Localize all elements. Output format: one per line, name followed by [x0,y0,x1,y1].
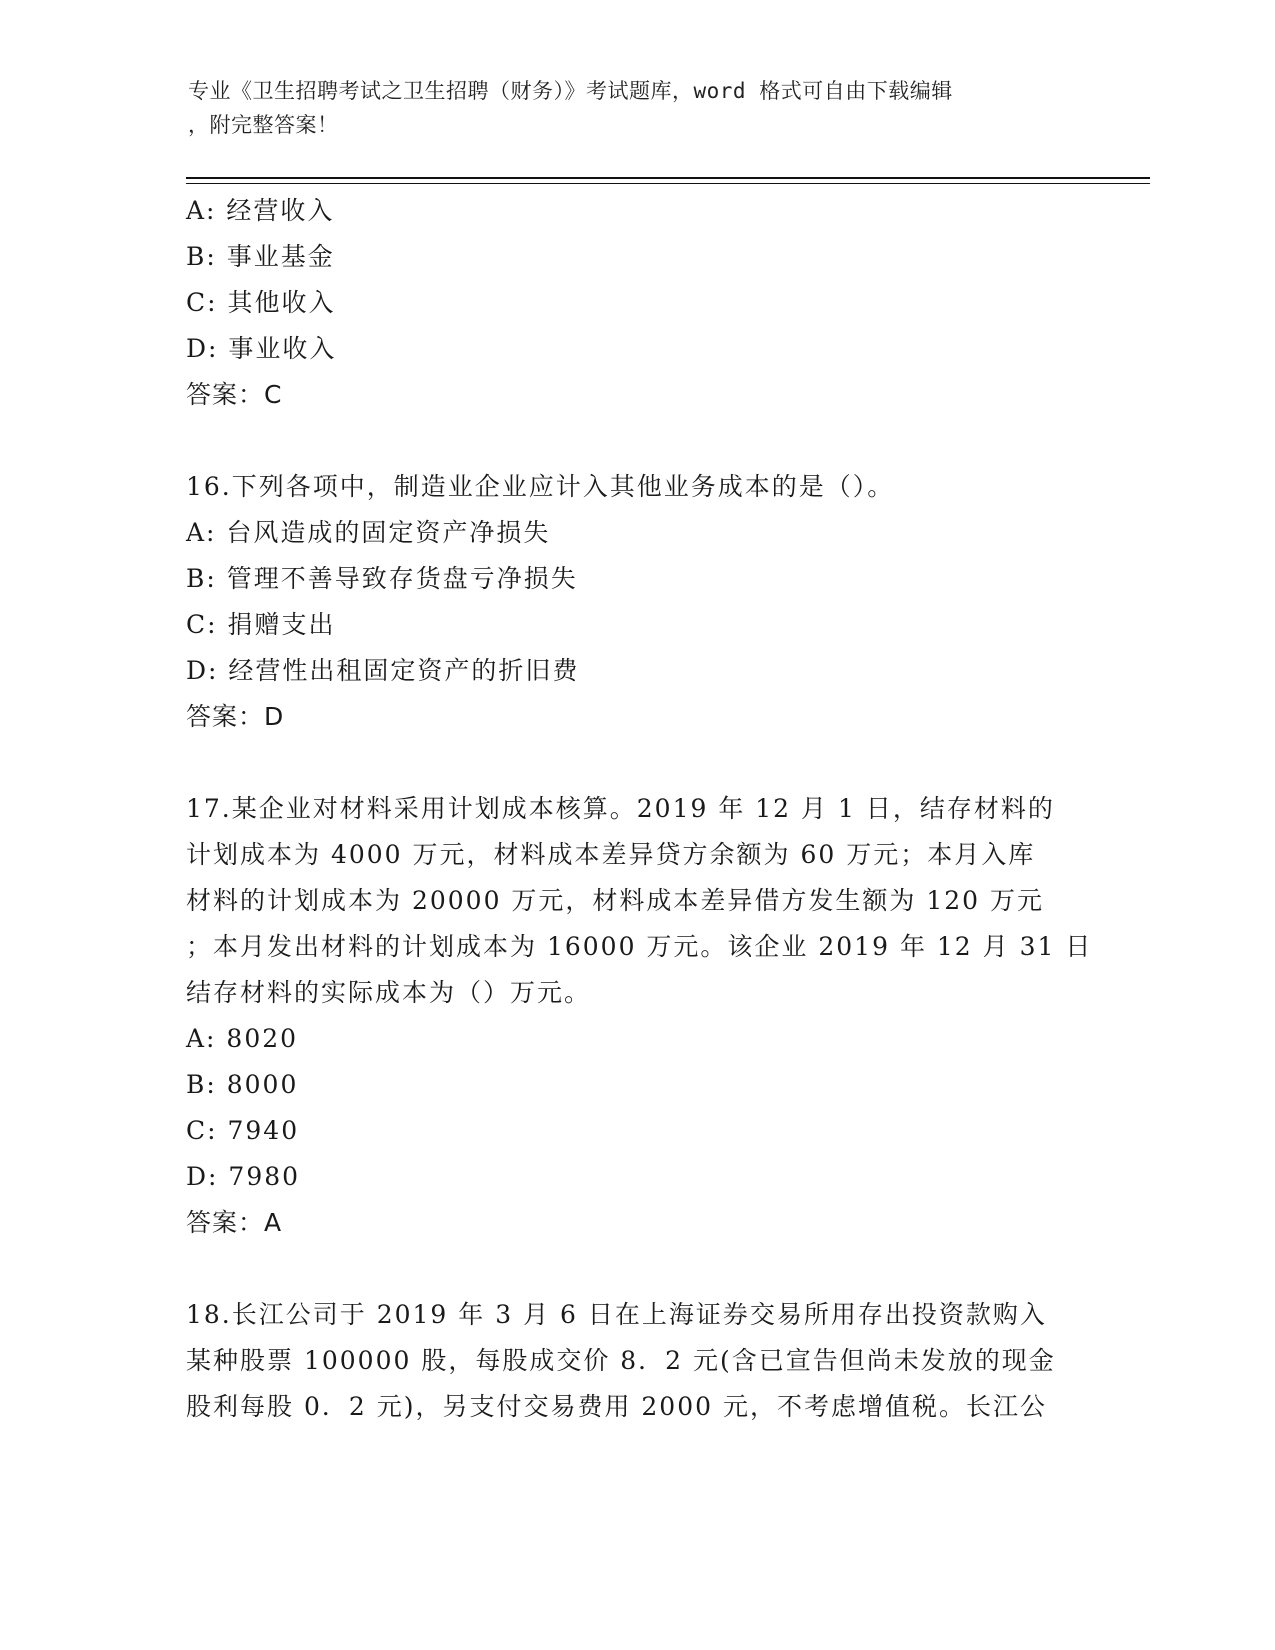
question-text-line: 17.某企业对材料采用计划成本核算。2019 年 12 月 1 日，结存材料的 [186,794,1055,823]
question-text-line: ；本月发出材料的计划成本为 16000 万元。该企业 2019 年 12 月 31 日 [186,932,1093,961]
spacer [186,1246,1086,1292]
header-divider-thick [186,177,1150,179]
document-header [188,74,1088,142]
question-text-line: 结存材料的实际成本为（）万元。 [186,978,592,1007]
spacer [186,740,1086,786]
option-b: B: 8000 [186,1070,299,1099]
question-18 [186,1292,1086,1430]
option-c: C: 7940 [186,1116,300,1145]
question-text-line: 股利每股 0．2 元)，另支付交易费用 2000 元，不考虑增值税。长江公 [186,1392,1047,1421]
document-body [186,188,1093,1430]
option-a: A: 台风造成的固定资产净损失 [186,518,551,547]
option-b: B: 管理不善导致存货盘亏净损失 [186,564,578,593]
question-text-line: 16.下列各项中，制造业企业应计入其他业务成本的是（）。 [186,472,895,501]
option-a: A: 经营收入 [186,196,335,225]
question-text-line: 18.长江公司于 2019 年 3 月 6 日在上海证券交易所用存出投资款购入 [186,1300,1047,1329]
question-text-line: 计划成本为 4000 万元，材料成本差异贷方余额为 60 万元；本月入库 [186,840,1036,869]
answer: 答案：C [186,380,283,409]
header-line-1: 专业《卫生招聘考试之卫生招聘（财务）》考试题库，word 格式可自由下载编辑 [188,79,953,103]
option-d: D: 事业收入 [186,334,337,363]
question-17 [186,786,1093,1246]
question-16 [186,464,1086,740]
answer: 答案：D [186,702,285,731]
option-a: A: 8020 [186,1024,299,1053]
option-c: C: 捐赠支出 [186,610,336,639]
header-line-2: ，附完整答案！ [188,113,339,137]
option-d: D: 经营性出租固定资产的折旧费 [186,656,580,685]
header-divider-thin [186,183,1150,184]
question-15 [186,188,1086,418]
question-text-line: 某种股票 100000 股，每股成交价 8．2 元(含已宣告但尚未发放的现金 [186,1346,1056,1375]
option-d: D: 7980 [186,1162,301,1191]
spacer [186,418,1086,464]
answer: 答案：A [186,1208,283,1237]
option-b: B: 事业基金 [186,242,335,271]
question-text-line: 材料的计划成本为 20000 万元，材料成本差异借方发生额为 120 万元 [186,886,1045,915]
option-c: C: 其他收入 [186,288,336,317]
